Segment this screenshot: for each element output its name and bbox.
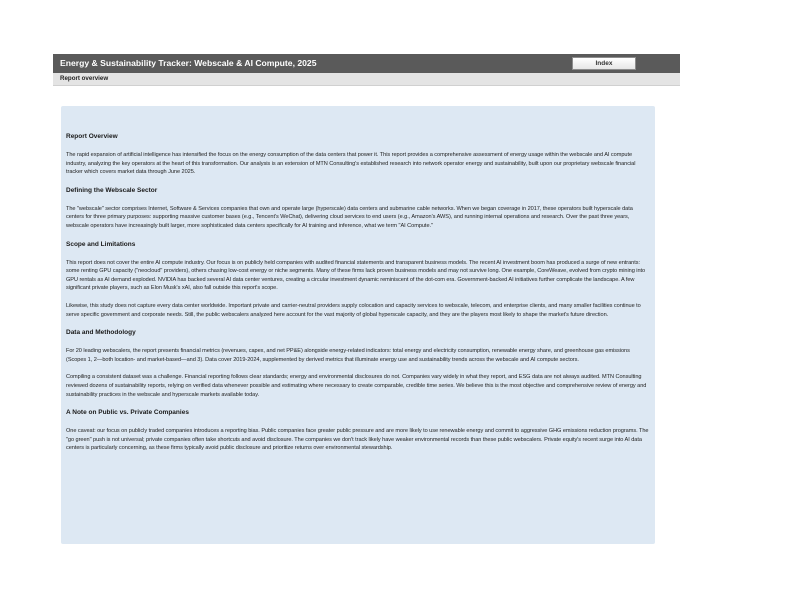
paragraph-scope-limitations-1: This report does not cover the entire AI compute industry. Our focus is on publicly held companies with audited financial statements and transparent business models. The recent AI investment boom has produced a surge of new entrants: some renting GPU capacity ("neocloud" providers), others chasing low-cost energy or niche segments. Many of these firms lack proven business models and may not survive long. One example, CoreWeave, evolved from crypto mining into GPU rentals as AI demand exploded. NVIDIA has backed several AI data center ventures, creating a circular investment dynamic reminiscent of the dot-com era. Government-backed AI initiatives further complicate the landscape. A few significant private players, such as Elon Musk's xAI, also fall outside this report's scope.: [66, 259, 646, 292]
section-heading-report-overview: Report Overview: [66, 133, 118, 140]
paragraph-scope-limitations-2: Likewise, this study does not capture every data center worldwide. Important private and carrier-neutral providers supply colocation and capacity services to webscale, telecom, and enterprise clients, and many smaller facilities continue to serve specific government and corporate needs. Still, the public webscalers analyzed here account for the vast majority of global hyperscale capacity, and they are the players most likely to shape the market's future direction.: [66, 302, 641, 318]
paragraph-public-private: One caveat: our focus on publicly traded companies introduces a reporting bias. Public companies face greater public pressure and are more likely to use renewable energy and commit to aggressive GHG emissions reduction programs. The "go green" push is not universal; private companies often take shortcuts and avoid disclosure. The companies we don't track likely have weaker environmental records than these public webscalers. Private equity's recent surge into AI data centers is particularly concerning, as these firms typically avoid public disclosure and prioritize returns over environmental stewardship.: [66, 428, 649, 452]
section-heading-scope-limitations: Scope and Limitations: [66, 240, 136, 248]
section-heading-data-methodology: Data and Methodology: [66, 329, 136, 337]
paragraph-data-methodology-1: For 20 leading webscalers, the report presents financial metrics (revenues, capex, and net PP&E) alongside energy-related indicators: total energy and electricity consumption, renewable energy share, and greenhouse gas emissions (Scopes 1, 2—both location- and market-based—and 3). Data cover 2019-2024, supplemented by derived metrics that illuminate energy use and sustainability trends across the webscale and AI compute sectors.: [66, 348, 630, 363]
paragraph-report-overview: The rapid expansion of artificial intelligence has intensified the focus on the energy consumption of the data centers that power it. This report provides a comprehensive assessment of energy usage within the webscale and AI compute industry, analyzing the key operators at the heart of this transformation. Our analysis is an extension of MTN Consulting's established research into network operator energy and sustainability, built upon our proprietary webscale financial tracker which covers market data through June 2025.: [66, 152, 636, 176]
section-heading-public-private: A Note on Public vs. Private Companies: [66, 409, 189, 417]
index-button[interactable]: Index: [572, 57, 636, 70]
paragraph-data-methodology-2: Compiling a consistent dataset was a challenge. Financial reporting follows clear standards; energy and environmental disclosures do not. Companies vary widely in what they report, and ESG data are not always audited. MTN Consulting reviewed dozens of sustainability reports, relying on verified data whenever possible and estimating where necessary to create comparable, credible time series. We believe this is the most objective and comprehensive review of energy and sustainability practices in the webscale and hyperscale markets available today.: [66, 374, 647, 398]
report-header-bar: [53, 54, 680, 73]
subheader-bar: [53, 73, 680, 86]
subheader-label: Report overview: [60, 75, 109, 82]
section-heading-defining-webscale: Defining the Webscale Sector: [66, 186, 158, 194]
report-overview-panel: [61, 106, 655, 544]
paragraph-defining-webscale: The "webscale" sector comprises Internet, Software & Services companies that own and operate large (hyperscale) data centers and submarine cable networks. When we began coverage in 2017, these operators built hyperscale data centers for three primary purposes: supporting massive customer bases (e.g., Tencent's WeChat), delivering cloud services to end users (e.g., Amazon's AWS), and running internal operations and research. Over the past three years, webscale operators have increasingly built larger, more sophisticated data centers specifically for AI training and inference, what we term "AI Compute.": [66, 205, 633, 229]
report-title: Energy & Sustainability Tracker: Webscale & AI Compute, 2025: [60, 58, 317, 68]
